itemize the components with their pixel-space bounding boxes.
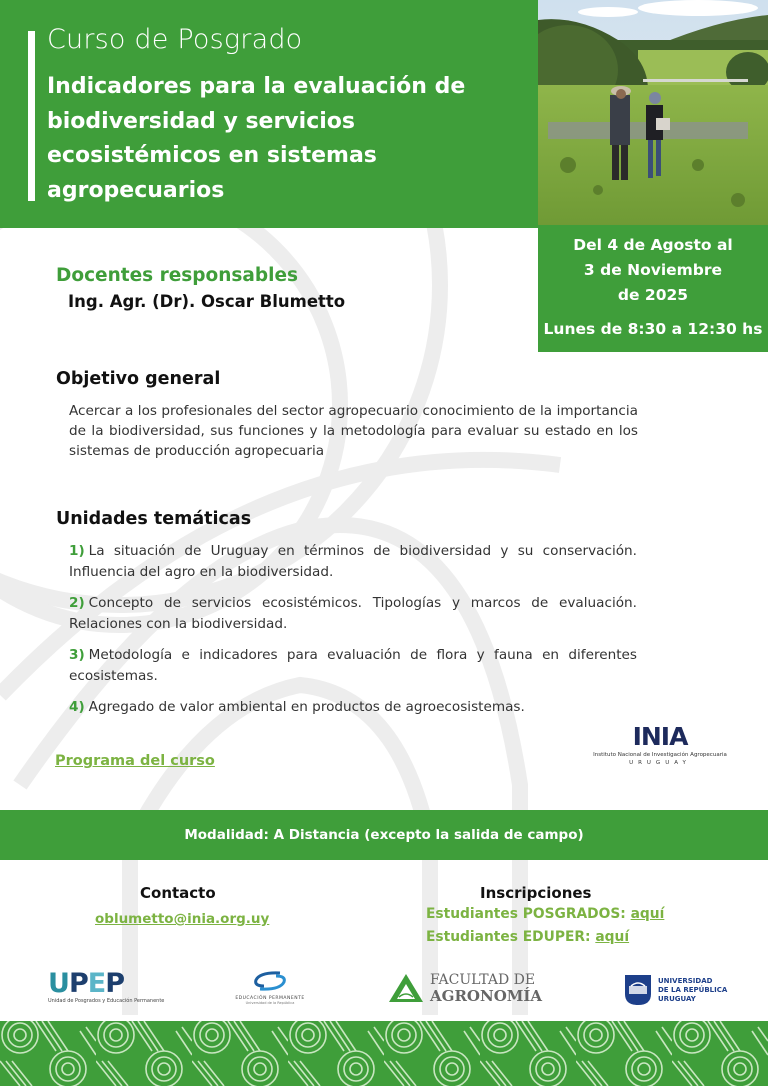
teacher-name: Ing. Agr. (Dr). Oscar Blumetto: [68, 292, 346, 311]
udelar-shield-icon: [624, 974, 652, 1006]
fagro-logo: FACULTAD DE AGRONOMÍA: [388, 972, 542, 1004]
fagro-triangle-icon: [388, 973, 424, 1003]
objective-text: Acercar a los profesionales del sector agropecuario conocimiento de la importancia de la biodiversidad, sus funciones y la metodología para evaluar su estado en los sistemas de producción agropecuaria: [69, 403, 638, 459]
registration-heading: Inscripciones: [480, 884, 592, 902]
unit-item: 1) La situación de Uruguay en términos de biodiversidad y su conservación. Influencia del agro en la biodiversidad.: [69, 543, 637, 580]
contact-email-link[interactable]: oblumetto@inia.org.uy: [95, 911, 270, 927]
course-title: Indicadores para la evaluación de biodiversidad y servicios ecosistémicos en sistemas agropecuarios: [47, 74, 466, 203]
udelar-logo: UNIVERSIDAD DE LA REPÚBLICA URUGUAY: [624, 974, 727, 1006]
footer-pattern-band: [0, 1021, 768, 1086]
registration-eduper: Estudiantes EDUPER: aquí: [426, 929, 630, 945]
footer-circle-pattern: [0, 1021, 768, 1086]
registration-posgrados: Estudiantes POSGRADOS: aquí: [426, 906, 665, 922]
units-heading: Unidades temáticas: [56, 509, 252, 529]
eduper-logo: EDUCACIÓN PERMANENTE Universidad de la República: [225, 970, 315, 1005]
unit-item: 3) Metodología e indicadores para evaluación de flora y fauna en diferentes ecosistemas.: [69, 647, 637, 684]
course-hours: Lunes de 8:30 a 12:30 hs: [543, 320, 763, 338]
registration-posgrados-link[interactable]: aquí: [630, 906, 665, 922]
registration-eduper-link[interactable]: aquí: [595, 929, 630, 945]
schedule-box: [538, 228, 768, 352]
course-dates: Del 4 de Agosto al 3 de Noviembre de 2025: [573, 236, 733, 304]
units-list: [69, 541, 637, 729]
teachers-heading: Docentes responsables: [56, 265, 299, 286]
modality-banner: Modalidad: A Distancia (excepto la salida de campo): [0, 810, 768, 860]
inia-logo-mark: INIA: [632, 722, 688, 751]
unit-item: 4) Agregado de valor ambiental en productos de agroecosistemas.: [69, 699, 525, 715]
upep-logo: UPEP Unidad de Posgrados y Educación Permanente: [48, 968, 165, 1004]
course-type: Curso de Posgrado: [47, 24, 303, 55]
unit-item: 2) Concepto de servicios ecosistémicos. Tipologías y marcos de evaluación. Relaciones con la biodiversidad.: [69, 595, 637, 632]
contact-heading: Contacto: [140, 884, 216, 902]
inia-logo: INIA Instituto Nacional de Investigación Agropecuaria URUGUAY: [590, 723, 730, 773]
eduper-swirl-icon: [250, 970, 290, 992]
upep-logo-mark: UPEP: [48, 968, 124, 999]
program-link[interactable]: Programa del curso: [55, 753, 215, 769]
objective-heading: Objetivo general: [56, 369, 221, 389]
